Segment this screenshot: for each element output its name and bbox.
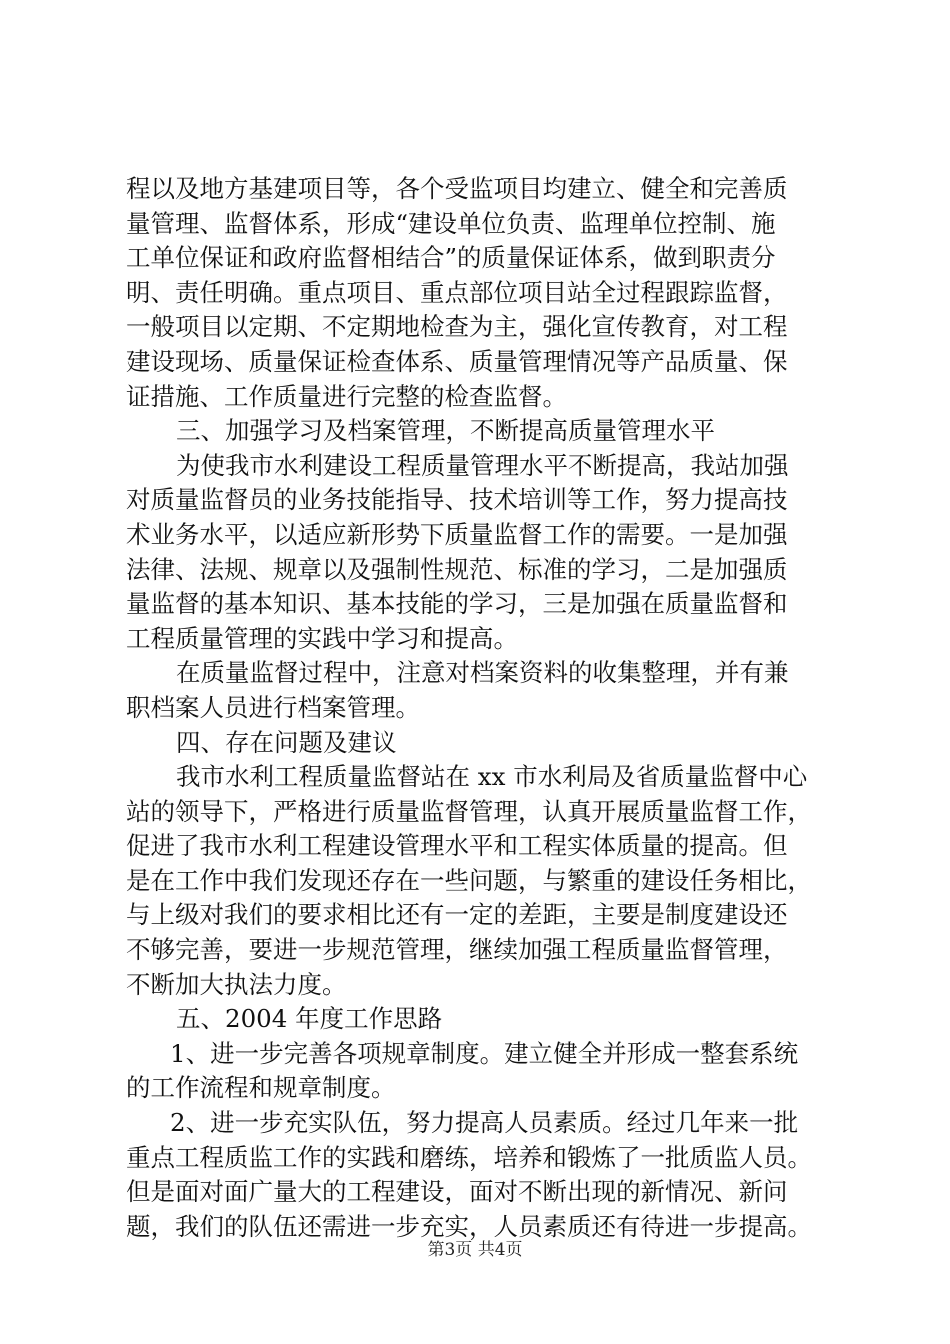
text-line: 建设现场、质量保证检查体系、质量管理情况等产品质量、保 <box>126 346 788 376</box>
text-line: 对质量监督员的业务技能指导、技术培训等工作，努力提高技 <box>126 485 788 515</box>
text-line: 量监督的基本知识、基本技能的学习，三是加强在质量监督和 <box>126 589 788 619</box>
section-heading: 五、2004 年度工作思路 <box>176 1004 443 1034</box>
text-line: 但是面对面广量大的工程建设，面对不断出现的新情况、新问 <box>126 1177 788 1207</box>
text-line: 术业务水平，以适应新形势下质量监督工作的需要。一是加强 <box>126 519 788 549</box>
text-line: 量管理、监督体系，形成“建设单位负责、监理单位控制、施 <box>126 208 776 238</box>
text-line: 题，我们的队伍还需进一步充实，人员素质还有待进一步提高。 <box>126 1211 812 1241</box>
section-heading: 四、存在问题及建议 <box>176 727 397 757</box>
text-line: 不够完善，要进一步规范管理，继续加强工程质量监督管理， <box>126 935 788 965</box>
text-line: 职档案人员进行档案管理。 <box>126 692 420 722</box>
text-line: 的工作流程和规章制度。 <box>126 1073 396 1103</box>
text-line: 法律、法规、规章以及强制性规范、标准的学习，二是加强质 <box>126 554 788 584</box>
list-item: 2、进一步充实队伍，努力提高人员素质。经过几年来一批 <box>170 1108 799 1138</box>
text-line: 一般项目以定期、不定期地检查为主，强化宣传教育，对工程 <box>126 312 788 342</box>
text-line: 工单位保证和政府监督相结合”的质量保证体系，做到职责分 <box>126 243 776 273</box>
text-line: 证措施、工作质量进行完整的检查监督。 <box>126 381 567 411</box>
text-line: 站的领导下，严格进行质量监督管理，认真开展质量监督工作， <box>126 796 812 826</box>
text-line: 工程质量管理的实践中学习和提高。 <box>126 623 518 653</box>
section-heading: 三、加强学习及档案管理，不断提高质量管理水平 <box>176 416 715 446</box>
list-item: 1、进一步完善各项规章制度。建立健全并形成一整套系统 <box>170 1038 799 1068</box>
text-line: 在质量监督过程中，注意对档案资料的收集整理，并有兼 <box>176 658 789 688</box>
text-line: 为使我市水利建设工程质量管理水平不断提高，我站加强 <box>176 450 789 480</box>
text-line: 是在工作中我们发现还存在一些问题，与繁重的建设任务相比， <box>126 865 812 895</box>
text-line: 明、责任明确。重点项目、重点部位项目站全过程跟踪监督， <box>126 277 788 307</box>
text-line: 我市水利工程质量监督站在 xx 市水利局及省质量监督中心 <box>176 762 808 792</box>
text-line: 与上级对我们的要求相比还有一定的差距，主要是制度建设还 <box>126 900 788 930</box>
text-line: 促进了我市水利工程建设管理水平和工程实体质量的提高。但 <box>126 831 788 861</box>
page-footer: 第3页 共4页 <box>427 1240 523 1260</box>
text-line: 程以及地方基建项目等，各个受监项目均建立、健全和完善质 <box>126 174 788 203</box>
document-body <box>126 172 842 1244</box>
text-line: 不断加大执法力度。 <box>126 969 347 999</box>
text-line: 重点工程质监工作的实践和磨练，培养和锻炼了一批质监人员。 <box>126 1142 812 1172</box>
